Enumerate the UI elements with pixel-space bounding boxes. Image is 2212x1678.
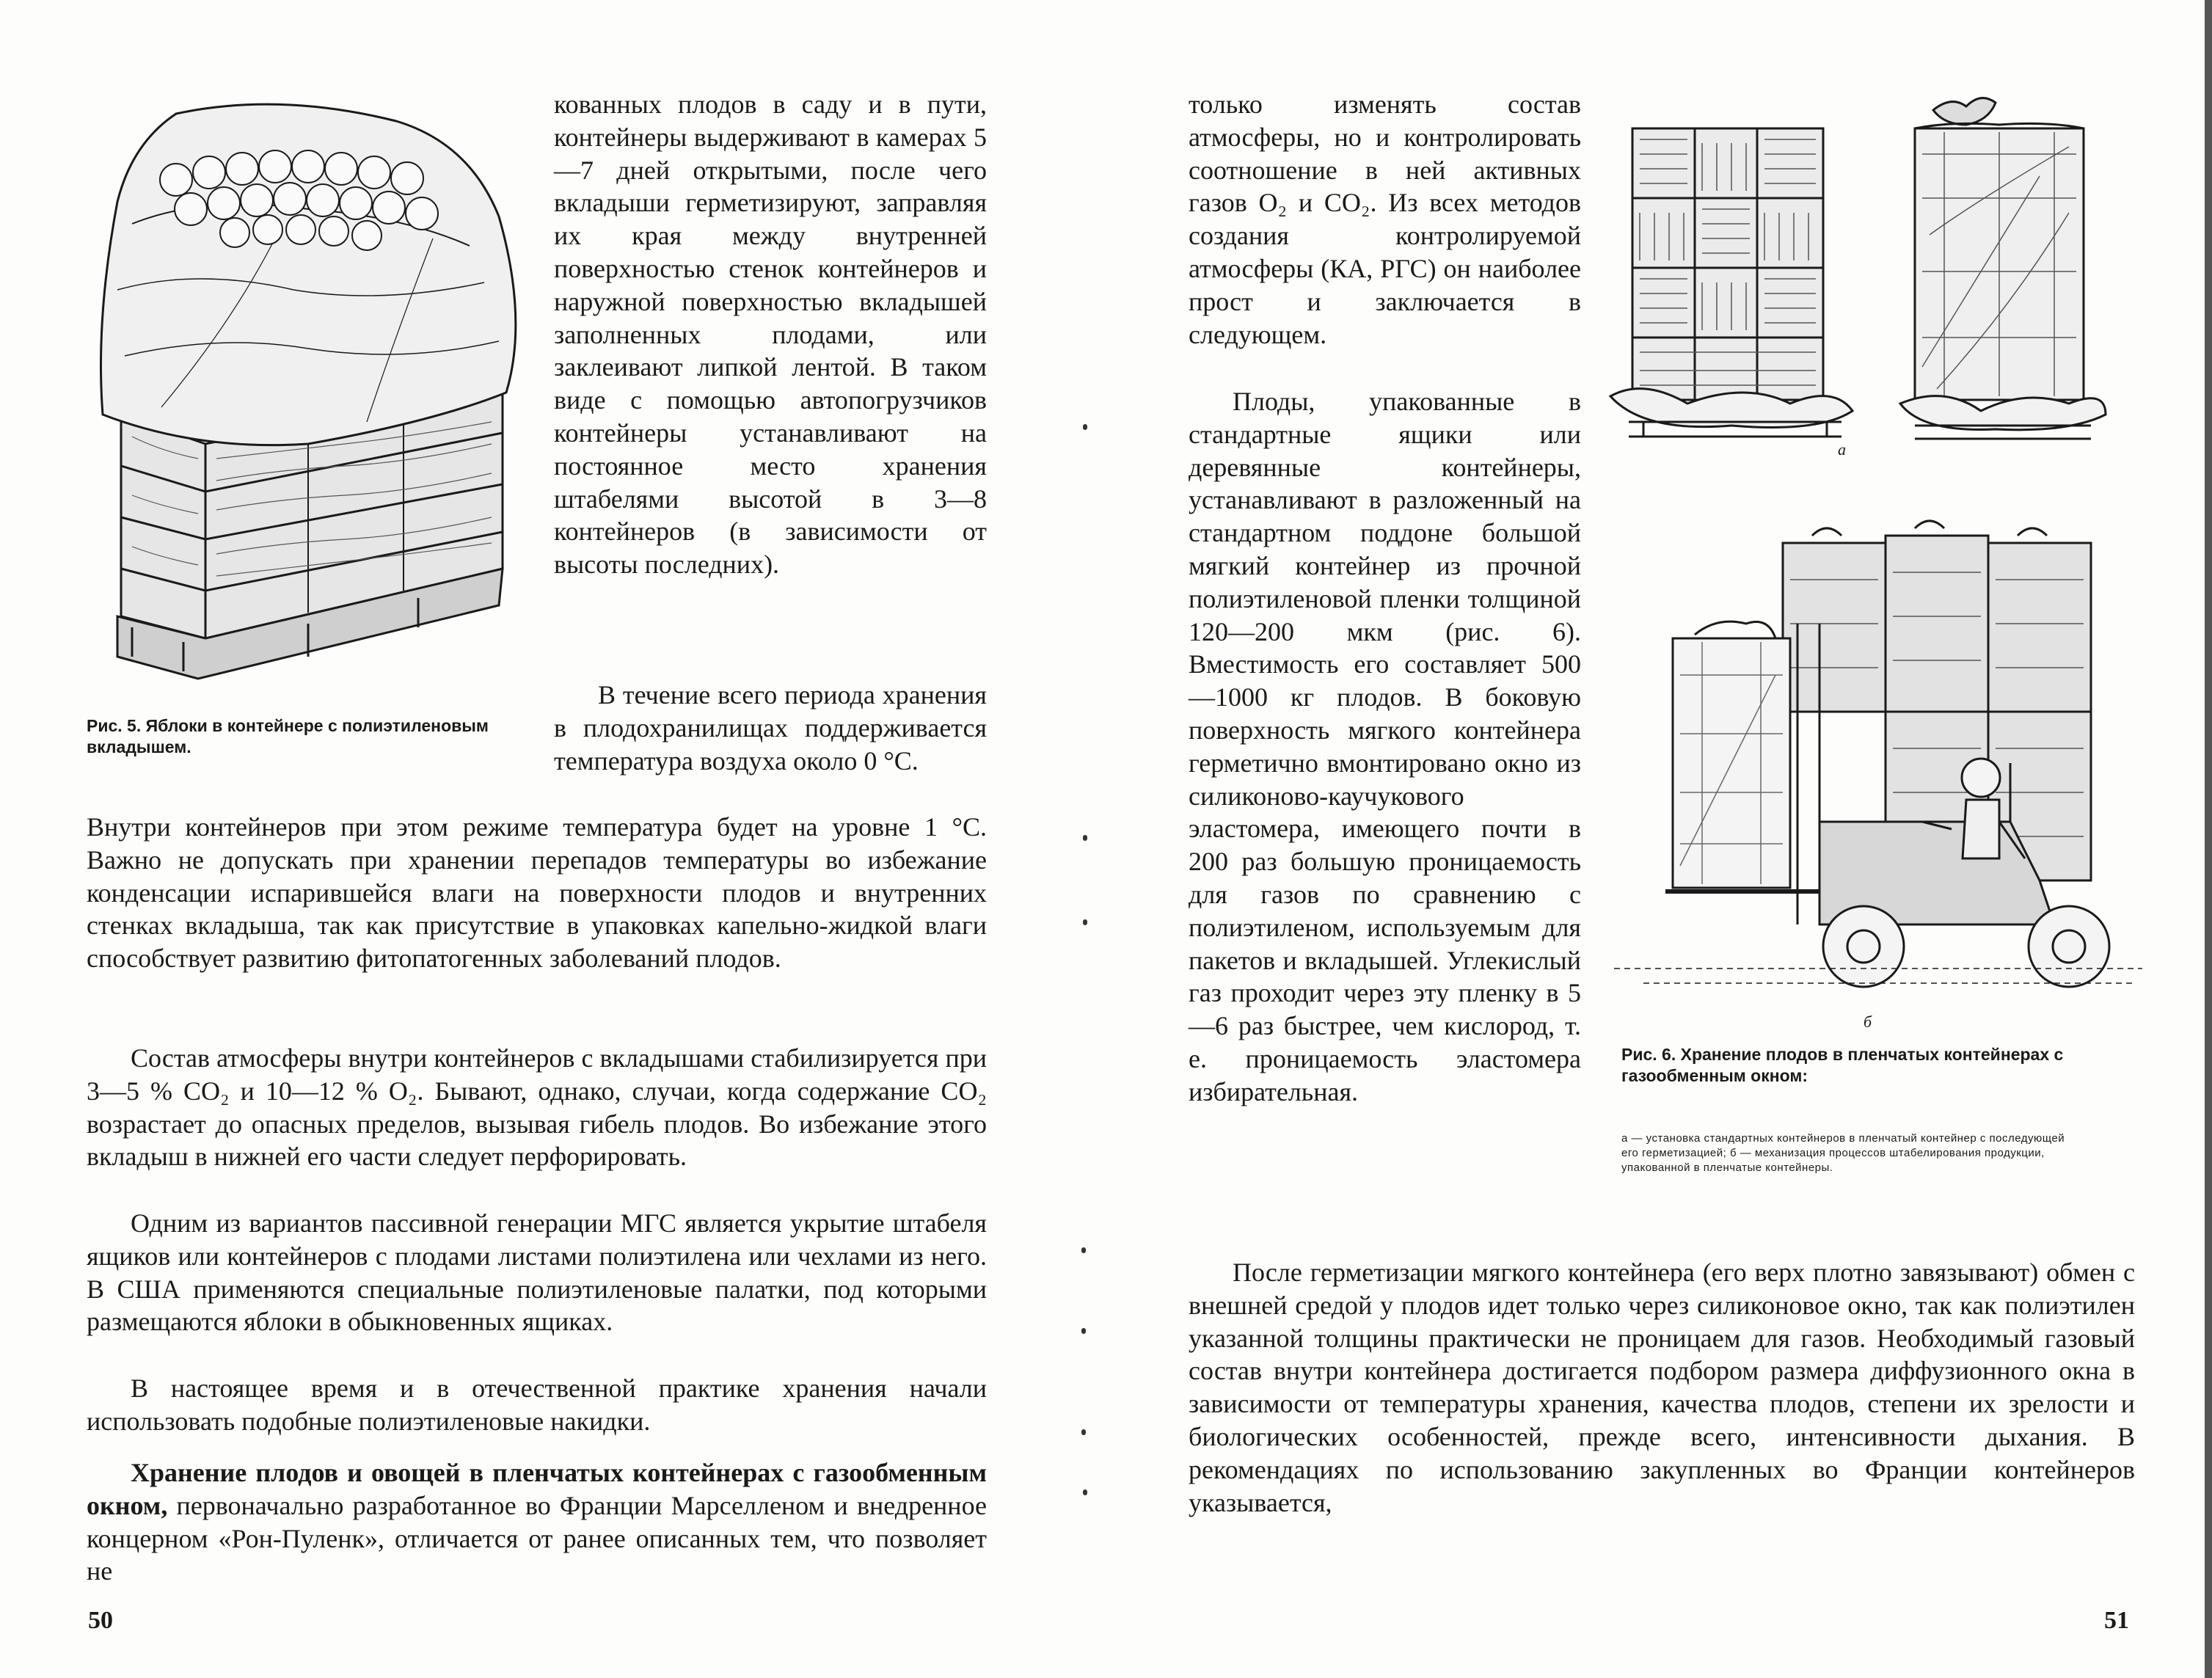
left-text-period: В течение всего периода хранения в плодохранилищах поддерживается температура воздуха около 0 °С. bbox=[554, 680, 987, 776]
left-text-full-1: Внутри контейнеров при этом режиме температура будет на уровне 1 °С. Важно не допускать при хранении перепадов температуры во избежание конденсации испарившейся влаги на поверхности плодов и внутренних стенках вкладыша, так как присутствие в упаковках капельно-жидкой влаги способствует развитию фитопатогенных заболеваний плодов. bbox=[87, 812, 987, 974]
fig5-caption: Рис. 5. Яблоки в контейнере с полиэтиленовым вкладышем. bbox=[87, 716, 489, 756]
fig6a-label: а bbox=[1838, 440, 1846, 459]
right-text-full: После герметизации мягкого контейнера (его верх плотно завязывают) обмен с внешней средой у плодов идет только через силиконовое окно, так как полиэтилен указанной толщины практически не проницаем для газов. Необходимый газовый состав внутри контейнера достигается подбором размера диффузионного окна в зависимости от температуры хранения, качества плодов, степени их зрелости и биологических особенностей, прежде всего, интенсивности дыхания. В рекомендациях по использованию закупленных во Франции контейнеров указывается, bbox=[1189, 1258, 2135, 1517]
left-text-full-2: Состав атмосферы внутри контейнеров с вкладышами стабилизируется при 3—5 % СО₂ и 10—12 % О₂. Бывают, однако, случаи, когда содержание СО₂ возрастает до опасных пределов, вызывая гибель плодов. Во избежание этого вкладыш в нижней его части следует перфорировать. bbox=[87, 1043, 987, 1172]
fig5-illustration bbox=[88, 99, 536, 686]
right-page bbox=[1086, 0, 2212, 1678]
page-number-right: 51 bbox=[2104, 1607, 2129, 1634]
fig6-caption: Рис. 6. Хранение плодов в пленчатых контейнерах с газообменным окном: bbox=[1621, 1045, 2064, 1085]
left-text-top: кованных плодов в саду и в пути, контейнеры выдерживают в камерах 5—7 дней открытыми, после чего вкладыши герметизируют, заправляя их края между внутренней поверхностью стенок контейнеров и наружной поверхностью вкладышей заполненных плодами, или заклеивают липкой лентой. В таком виде с помощью автопогрузчиков контейнеры устанавливают на постоянное место хранения штабелями высотой в 3—8 контейнеров (в зависимости от высоты последних). bbox=[554, 90, 987, 580]
page-number-left: 50 bbox=[88, 1607, 113, 1634]
fig6b-illustration bbox=[1599, 514, 2157, 1020]
fig6-subcaption: а — установка стандартных контейнеров в пленчатый контейнер с последующей его герметизацией; б — механизация процессов штабелирования продукции, упакованной в пленчатые контейнеры. bbox=[1621, 1132, 2065, 1174]
fig6a-illustration bbox=[1599, 88, 2157, 440]
right-text-col-1: только изменять состав атмосферы, но и контролировать соотношение в ней активных газов О₂ и СО₂. Из всех методов создания контролируемой атмосферы (КА, РГС) он наиболее прост и заключается в следующем. bbox=[1189, 90, 1581, 349]
left-text-full-5-rest: первоначально разработанное во Франции Марселленом и внедренное концерном «Рон-Пуленк», отличается от ранее описанных тем, что позволяет не bbox=[87, 1490, 987, 1586]
left-text-full-4: В настоящее время и в отечественной практике хранения начали использовать подобные полиэтиленовые накидки. bbox=[87, 1374, 987, 1436]
fig6b-label: б bbox=[1864, 1013, 1872, 1031]
right-text-col-2: Плоды, упакованные в стандартные ящики или деревянные контейнеры, устанавливают в разложенный на стандартном поддоне большой мягкий контейнер из прочной полиэтиленовой пленки толщиной 120—200 мкм (рис. 6). Вместимость его составляет 500—1000 кг плодов. В боковую поверхность мягкого контейнера герметично вмонтировано окно из силиконово-каучукового эластомера, имеющего почти в 200 раз большую проницаемость для газов по сравнению с полиэтиленом, используемым для пакетов и вкладышей. Углекислый газ проходит через эту пленку в 5—6 раз быстрее, чем кислород, т. е. проницаемость эластомера избирательная. bbox=[1189, 387, 1581, 1106]
left-text-full-3: Одним из вариантов пассивной генерации МГС является укрытие штабеля ящиков или контейнеров с плодами листами полиэтилена или чехлами из него. В США применяются специальные полиэтиленовые палатки, под которыми размещаются яблоки в обыкновенных ящиках. bbox=[87, 1208, 987, 1337]
bold-heading: Хранение плодов и овощей в пленчатых контейнерах с газообменным окном, bbox=[87, 1458, 987, 1520]
scan-edge bbox=[2205, 0, 2212, 1678]
left-page bbox=[0, 0, 1086, 1678]
left-text-full-5 bbox=[87, 1456, 987, 1588]
